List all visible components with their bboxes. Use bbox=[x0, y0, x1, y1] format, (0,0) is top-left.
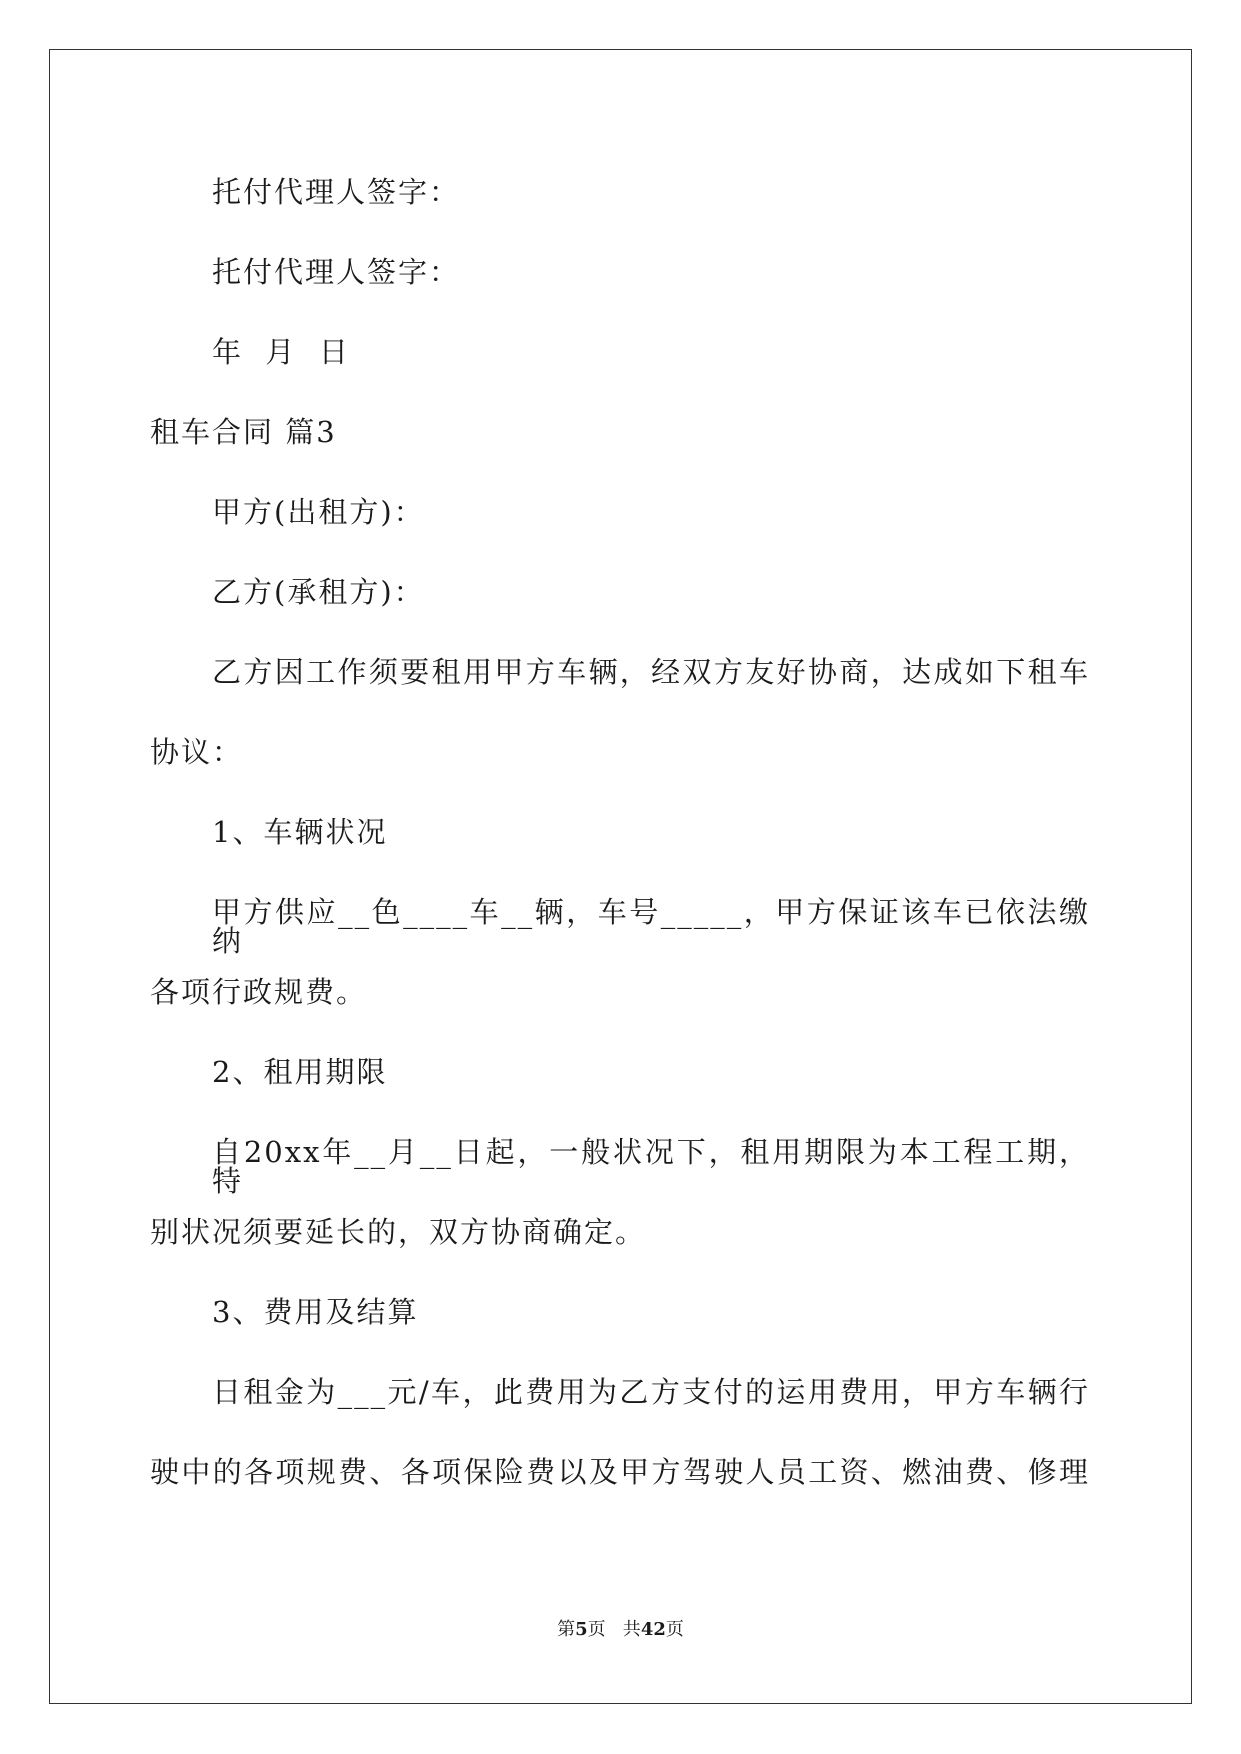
footer-prefix: 第 bbox=[557, 1619, 576, 1640]
page-footer bbox=[0, 1621, 1241, 1639]
clause-heading: 1、车辆状况 bbox=[212, 815, 388, 849]
signature-line-2: 托付代理人签字： bbox=[212, 255, 461, 289]
paragraph-line: 别状况须要延长的，双方协商确定。 bbox=[150, 1215, 647, 1249]
clause-heading: 2、租用期限 bbox=[212, 1055, 388, 1089]
footer-suffix: 页 bbox=[665, 1619, 684, 1640]
signature-line-1: 托付代理人签字： bbox=[212, 175, 461, 209]
paragraph-line: 乙方因工作须要租用甲方车辆，经双方友好协商，达成如下租车 bbox=[212, 655, 1090, 689]
paragraph-line: 各项行政规费。 bbox=[150, 975, 368, 1009]
party-b-line: 乙方(承租方)： bbox=[212, 575, 425, 609]
party-a-line: 甲方(出租方)： bbox=[212, 495, 425, 529]
paragraph-line: 协议： bbox=[150, 735, 244, 769]
date-line: 年 月 日 bbox=[212, 335, 350, 369]
clause-heading: 3、费用及结算 bbox=[212, 1295, 419, 1329]
section-title: 租车合同 篇3 bbox=[150, 415, 337, 449]
paragraph-line: 甲方供应__色____车__辆，车号_____，甲方保证该车已依法缴纳 bbox=[212, 895, 1090, 958]
footer-total-pages: 42 bbox=[640, 1619, 666, 1640]
footer-page-number: 5 bbox=[575, 1619, 588, 1640]
paragraph-line: 日租金为___元/车，此费用为乙方支付的运用费用，甲方车辆行 bbox=[212, 1375, 1090, 1409]
paragraph-line: 驶中的各项规费、各项保险费以及甲方驾驶人员工资、燃油费、修理 bbox=[150, 1455, 1090, 1489]
footer-middle: 页 共 bbox=[587, 1619, 641, 1640]
paragraph-line: 自20xx年__月__日起，一般状况下，租用期限为本工程工期，特 bbox=[212, 1135, 1090, 1198]
